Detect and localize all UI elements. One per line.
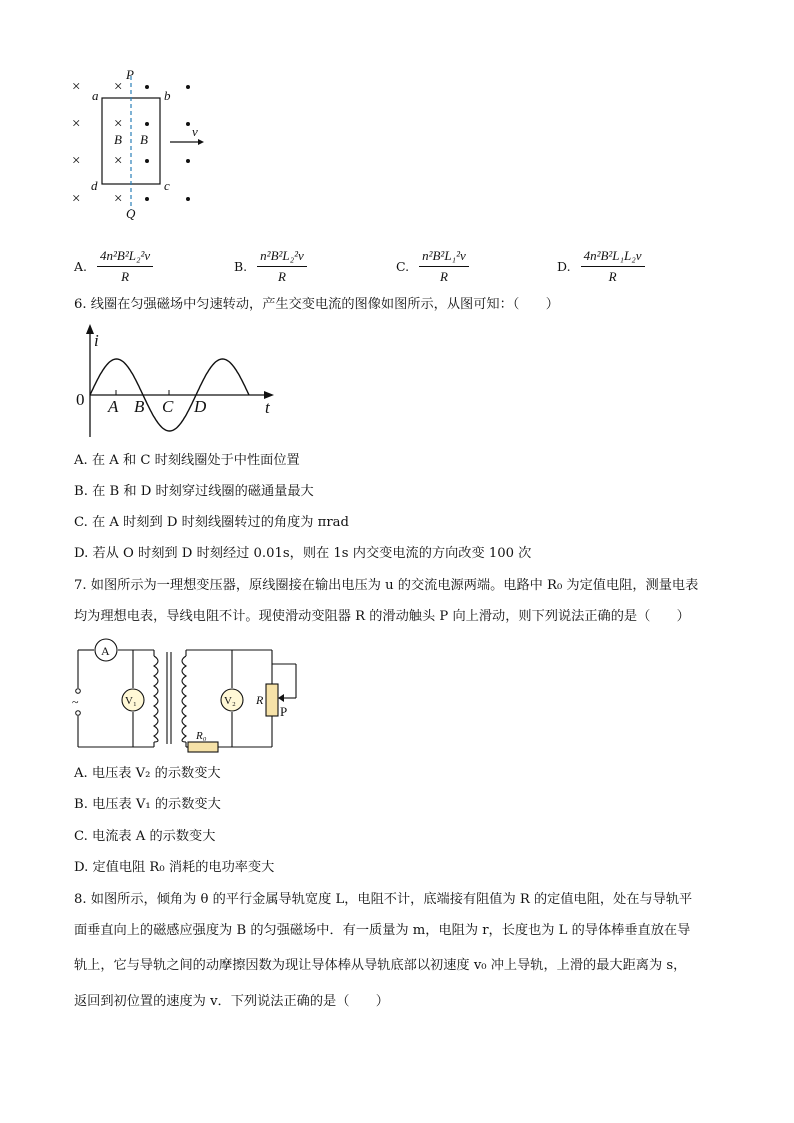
q6-option-d: D. 若从 O 时刻到 D 时刻经过 0.01s，则在 1s 内交变电流的方向改变 100 次: [74, 546, 532, 561]
rheostat-label: R: [256, 693, 264, 707]
current-graph: [72, 322, 292, 442]
q8-line4: 返回到初位置的速度为 v．下列说法正确的是（ ）: [74, 994, 389, 1009]
q6-stem: 6. 线圈在匀强磁场中匀速转动，产生交变电流的图像如图所示，从图可知：（ ）: [74, 297, 559, 312]
q7-stem-line2: 均为理想电表，导线电阻不计。现使滑动变阻器 R 的滑动触头 P 向上滑动，则下列说法正确的是（ ）: [74, 609, 690, 624]
q8-line2: 面垂直向上的磁感应强度为 B 的匀强磁场中．有一质量为 m，电阻为 r，长度也为 L 的导体棒垂直放在导: [74, 923, 691, 938]
ammeter-label: A: [101, 644, 110, 658]
tick-label-c: C: [162, 397, 174, 416]
arrow-head: [198, 139, 204, 145]
dot-mark: [186, 159, 190, 163]
label-b-left: B: [114, 132, 122, 147]
option-fraction: [257, 248, 307, 285]
cross-mark: ×: [72, 153, 81, 169]
option-fraction: [581, 248, 645, 285]
dot-mark: [186, 85, 190, 89]
cross-mark: ×: [114, 153, 123, 169]
origin-label: 0: [76, 390, 85, 409]
source-terminal-bottom: [76, 711, 81, 716]
voltmeter-v1-label: V₁: [125, 695, 137, 707]
label-b: b: [164, 88, 171, 103]
fraction-denominator: R: [439, 269, 448, 284]
y-axis-label: i: [94, 331, 99, 350]
q7-option-c: C. 电流表 A 的示数变大: [74, 829, 216, 844]
q5-option-b: [234, 248, 307, 285]
cross-mark: ×: [72, 79, 81, 95]
cross-mark: ×: [114, 79, 123, 95]
q7-option-d: D. 定值电阻 R₀ 消耗的电功率变大: [74, 860, 275, 875]
slider-contact-p: [278, 694, 284, 702]
option-fraction: [419, 248, 469, 285]
fraction-denominator: R: [608, 269, 617, 284]
q5-option-a: [74, 248, 153, 285]
q5-option-d: [557, 248, 645, 285]
fraction-numerator: n²B²L₁²v: [419, 248, 469, 267]
tick-label-d: D: [194, 397, 207, 416]
q7-option-b: B. 电压表 V₁ 的示数变大: [74, 797, 221, 812]
field-loop-svg: [60, 62, 220, 222]
q8-line3: 轨上，它与导轨之间的动摩擦因数为现让导体棒从导轨底部以初速度 v₀ 冲上导轨，上滑的最大距离为 s，: [74, 958, 687, 973]
field-loop-figure: [60, 62, 220, 222]
dot-mark: [145, 85, 149, 89]
label-d: d: [91, 178, 98, 193]
option-letter: B.: [234, 259, 248, 274]
tick-label-b: B: [134, 397, 145, 416]
dot-mark: [186, 197, 190, 201]
q6-option-c: C. 在 A 时刻到 D 时刻线圈转过的角度为 πrad: [74, 515, 349, 530]
q6-option-a: A. 在 A 和 C 时刻线圈处于中性面位置: [74, 453, 300, 468]
transformer-circuit-svg: [70, 636, 310, 756]
dot-mark: [145, 159, 149, 163]
q6-option-b: B. 在 B 和 D 时刻穿过线圈的磁通量最大: [74, 484, 314, 499]
tick-label-a: A: [108, 397, 119, 416]
option-letter: D.: [557, 259, 571, 274]
q5-option-c: [396, 248, 469, 285]
y-axis-arrow: [86, 324, 94, 334]
ac-source-label: ~: [72, 695, 79, 709]
slider-label: P: [280, 704, 288, 719]
fraction-numerator: n²B²L₂²v: [257, 248, 307, 267]
fraction-numerator: 4n²B²L₂²v: [97, 248, 153, 267]
label-c: c: [164, 178, 170, 193]
cross-mark: ×: [114, 116, 123, 132]
dot-mark: [145, 122, 149, 126]
fraction-denominator: R: [121, 269, 130, 284]
cross-mark: ×: [72, 116, 81, 132]
label-a: a: [92, 88, 99, 103]
source-terminal-top: [76, 689, 81, 694]
q7-stem-line1: 7. 如图所示为一理想变压器，原线圈接在输出电压为 u 的交流电源两端。电路中 R₀ 为定值电阻，测量电表: [74, 578, 699, 593]
rheostat-r: [266, 684, 278, 716]
q7-option-a: A. 电压表 V₂ 的示数变大: [74, 766, 221, 781]
dot-mark: [186, 122, 190, 126]
current-graph-svg: [72, 322, 292, 442]
dot-mark: [145, 197, 149, 201]
cross-mark: ×: [72, 191, 81, 207]
label-p: P: [126, 67, 134, 82]
option-fraction: [97, 248, 153, 285]
fraction-denominator: R: [278, 269, 286, 284]
resistor-r0: [188, 742, 218, 752]
fraction-numerator: 4n²B²L₁L₂v: [581, 248, 645, 267]
q8-line1: 8. 如图所示，倾角为 θ 的平行金属导轨宽度 L，电阻不计，底端接有阻值为 R 的定值电阻，处在与导轨平: [74, 892, 693, 907]
label-v: v: [192, 124, 198, 139]
option-letter: A.: [74, 259, 88, 274]
resistor-r0-label: R₀: [196, 730, 207, 742]
label-b-right: B: [140, 132, 148, 147]
x-axis-label: t: [265, 398, 270, 417]
cross-mark: ×: [114, 191, 123, 207]
label-q: Q: [126, 206, 136, 221]
transformer-circuit: [70, 636, 310, 756]
option-letter: C.: [396, 259, 410, 274]
voltmeter-v2-label: V₂: [224, 695, 236, 707]
